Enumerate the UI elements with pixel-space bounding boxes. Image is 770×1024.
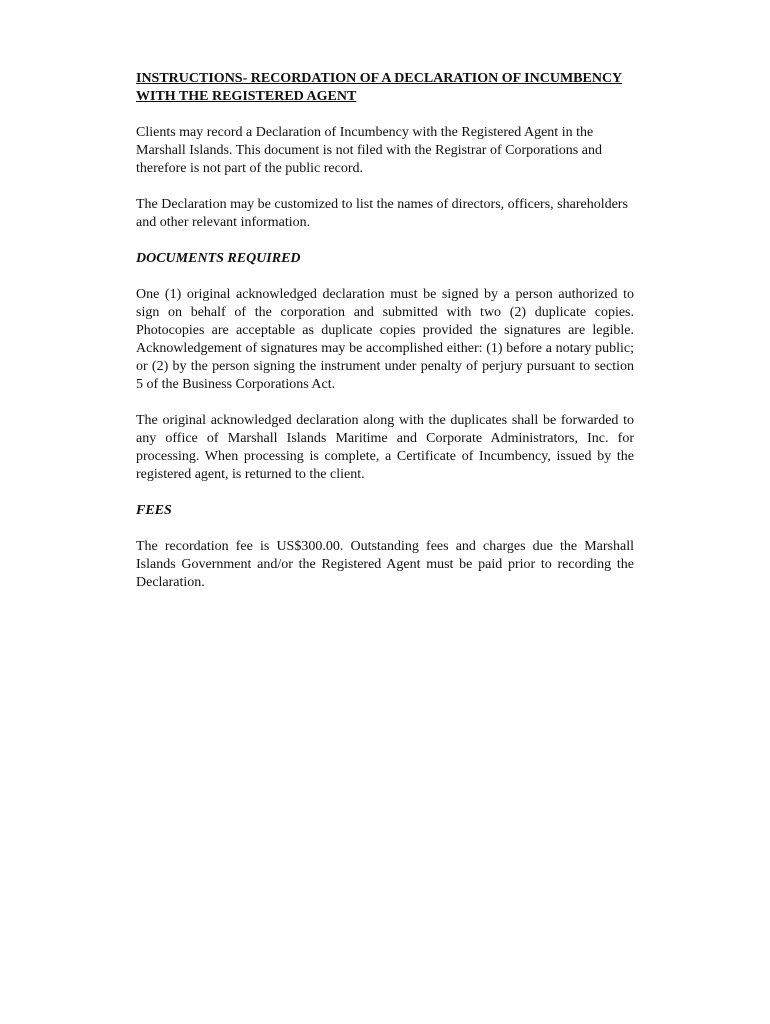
fees-heading: FEES bbox=[136, 503, 172, 518]
document-title bbox=[136, 70, 676, 106]
documents-paragraph-forwarding: The original acknowledged declaration along with the duplicates shall be forwarded to any office of Marshall Islands Maritime and Corporate Administrators, Inc. for processing. When processing is complete, a Certificate of Incumbency, issued by the registered agent, is returned to the client. bbox=[136, 413, 634, 482]
documents-paragraph-signing: One (1) original acknowledged declaration must be signed by a person authorized to sign on behalf of the corporation and submitted with two (2) duplicate copies. Photocopies are acceptable as duplicate copies provided the signatures are legible. Acknowledgement of signatures may be accomplished either: (1) before a notary public; or (2) by the person signing the instrument under penalty of perjury pursuant to section 5 of the Business Corporations Act. bbox=[136, 287, 634, 392]
documents-required-heading: DOCUMENTS REQUIRED bbox=[136, 251, 301, 266]
document-title-line-2: WITH THE REGISTERED AGENT bbox=[136, 89, 357, 104]
document-page bbox=[136, 70, 634, 610]
intro-paragraph: Clients may record a Declaration of Incumbency with the Registered Agent in the Marshall Islands. This document is not filed with the Registrar of Corporations and therefore is not part of the public record. bbox=[136, 125, 602, 176]
document-title-line-1: INSTRUCTIONS- RECORDATION OF A DECLARATION OF INCUMBENCY bbox=[136, 71, 623, 86]
fees-paragraph: The recordation fee is US$300.00. Outstanding fees and charges due the Marshall Islands Government and/or the Registered Agent must be paid prior to recording the Declaration. bbox=[136, 539, 634, 590]
customize-paragraph: The Declaration may be customized to list the names of directors, officers, shareholders and other relevant information. bbox=[136, 197, 628, 230]
